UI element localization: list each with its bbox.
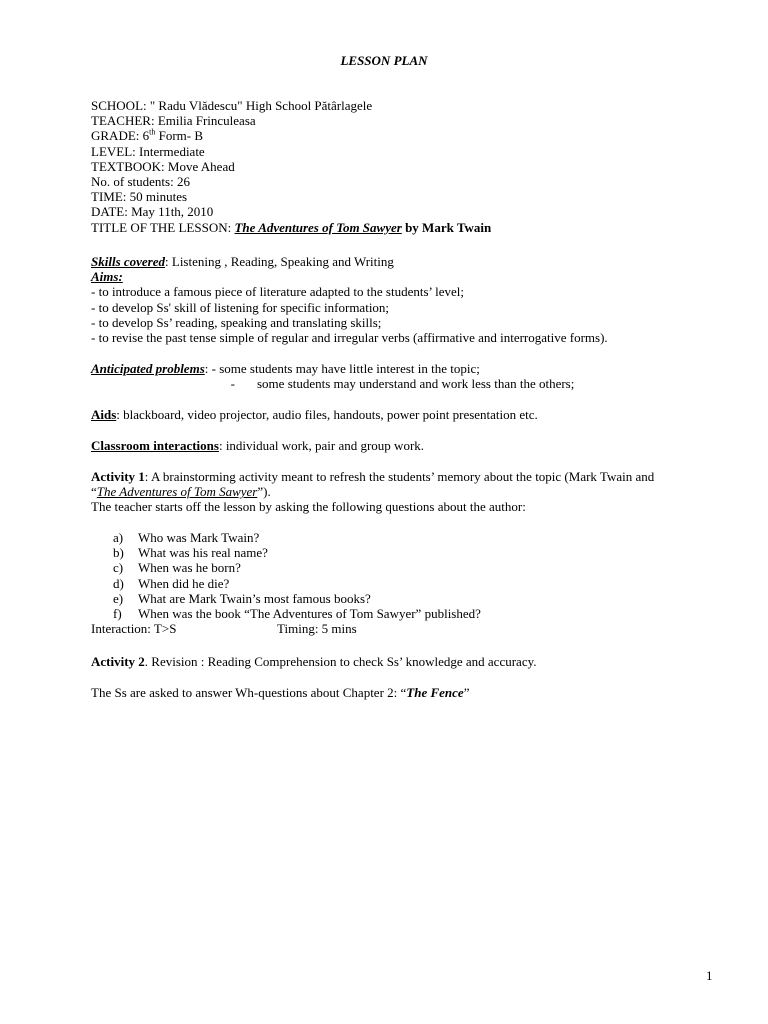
aids-line: Aids: blackboard, video projector, audio files, handouts, power point presentation etc. <box>91 407 538 422</box>
textbook-line: TEXTBOOK: Move Ahead <box>91 158 235 174</box>
time-line: TIME: 50 minutes <box>91 189 188 205</box>
students-line: No. of students: 26 <box>91 174 190 190</box>
interactions-line: Classroom interactions: individual work, pair and group work. <box>91 438 425 453</box>
anticipated-problems <box>91 361 731 391</box>
problems-label: Anticipated problems <box>91 361 205 376</box>
aids-label: Aids <box>91 407 117 422</box>
lesson-title-work: The Adventures of Tom Sawyer <box>234 219 402 235</box>
document-title: LESSON PLAN <box>340 53 428 68</box>
skills-label: Skills covered <box>91 254 166 269</box>
page-number: 1 <box>706 968 713 983</box>
question-list <box>91 530 731 636</box>
activity-2-label: Activity 2 <box>91 654 145 669</box>
activity-1-label: Activity 1 <box>91 469 145 484</box>
activity-1-line: Activity 1: A brainstorming activity meant to refresh the students’ memory about the topic (Mark Twain and <box>91 469 655 484</box>
skills-aims <box>91 254 731 345</box>
aim-item: - to introduce a famous piece of literature adapted to the students’ level; <box>91 284 465 300</box>
list-item: d) When did he die? <box>113 575 230 591</box>
list-item: f) When was the book “The Adventures of Tom Sawyer” published? <box>113 606 481 622</box>
problems-line-2: - some students may understand and work less than the others; <box>230 376 575 392</box>
aim-item: - to revise the past tense simple of regular and irregular verbs (affirmative and interrogative forms). <box>91 330 608 346</box>
aim-item: - to develop Ss' skill of listening for specific information; <box>91 299 390 315</box>
skills-line: Skills covered: Listening , Reading, Speaking and Writing <box>91 254 394 269</box>
school-value: " Radu Vlădescu" High School Pătârlagele <box>149 98 373 113</box>
grade-line: GRADE: 6th Form- B <box>91 128 204 144</box>
activity-1-book: “The Adventures of Tom Sawyer”). <box>91 484 271 500</box>
interaction-timing: Interaction: T>S Timing: 5 mins <box>91 621 357 637</box>
date-line: DATE: May 11th, 2010 <box>91 204 214 220</box>
activity-2 <box>91 654 731 669</box>
aim-item: - to develop Ss’ reading, speaking and translating skills; <box>91 314 382 330</box>
activity-1 <box>91 469 731 515</box>
list-item: a) Who was Mark Twain? <box>113 530 260 545</box>
problems-line: Anticipated problems: - some students may have little interest in the topic; <box>91 361 480 376</box>
activity-2-line: Activity 2. Revision : Reading Comprehension to check Ss’ knowledge and accuracy. <box>91 654 537 669</box>
list-item: b) What was his real name? <box>113 545 268 561</box>
list-item: e) What are Mark Twain’s most famous books? <box>113 590 371 606</box>
chapter-title: The Fence <box>406 685 464 700</box>
interactions-label: Classroom interactions <box>91 438 219 453</box>
level-line: LEVEL: Intermediate <box>91 143 205 159</box>
school-line: SCHOOL: " Radu Vlădescu" High School Pătârlagele <box>91 98 373 113</box>
lesson-title-line: TITLE OF THE LESSON: The Adventures of Tom Sawyer by Mark Twain <box>91 219 492 235</box>
lesson-info <box>91 98 731 235</box>
aims-heading: Aims: <box>91 269 123 285</box>
teacher-value: Emilia Frinculeasa <box>157 113 256 129</box>
activity-1-intro: The teacher starts off the lesson by asking the following questions about the author: <box>91 499 526 515</box>
activity-2-task: The Ss are asked to answer Wh-questions about Chapter 2: “The Fence” <box>91 685 470 700</box>
list-item: c) When was he born? <box>113 560 241 576</box>
teacher-line: TEACHER: Emilia Frinculeasa <box>91 113 256 129</box>
